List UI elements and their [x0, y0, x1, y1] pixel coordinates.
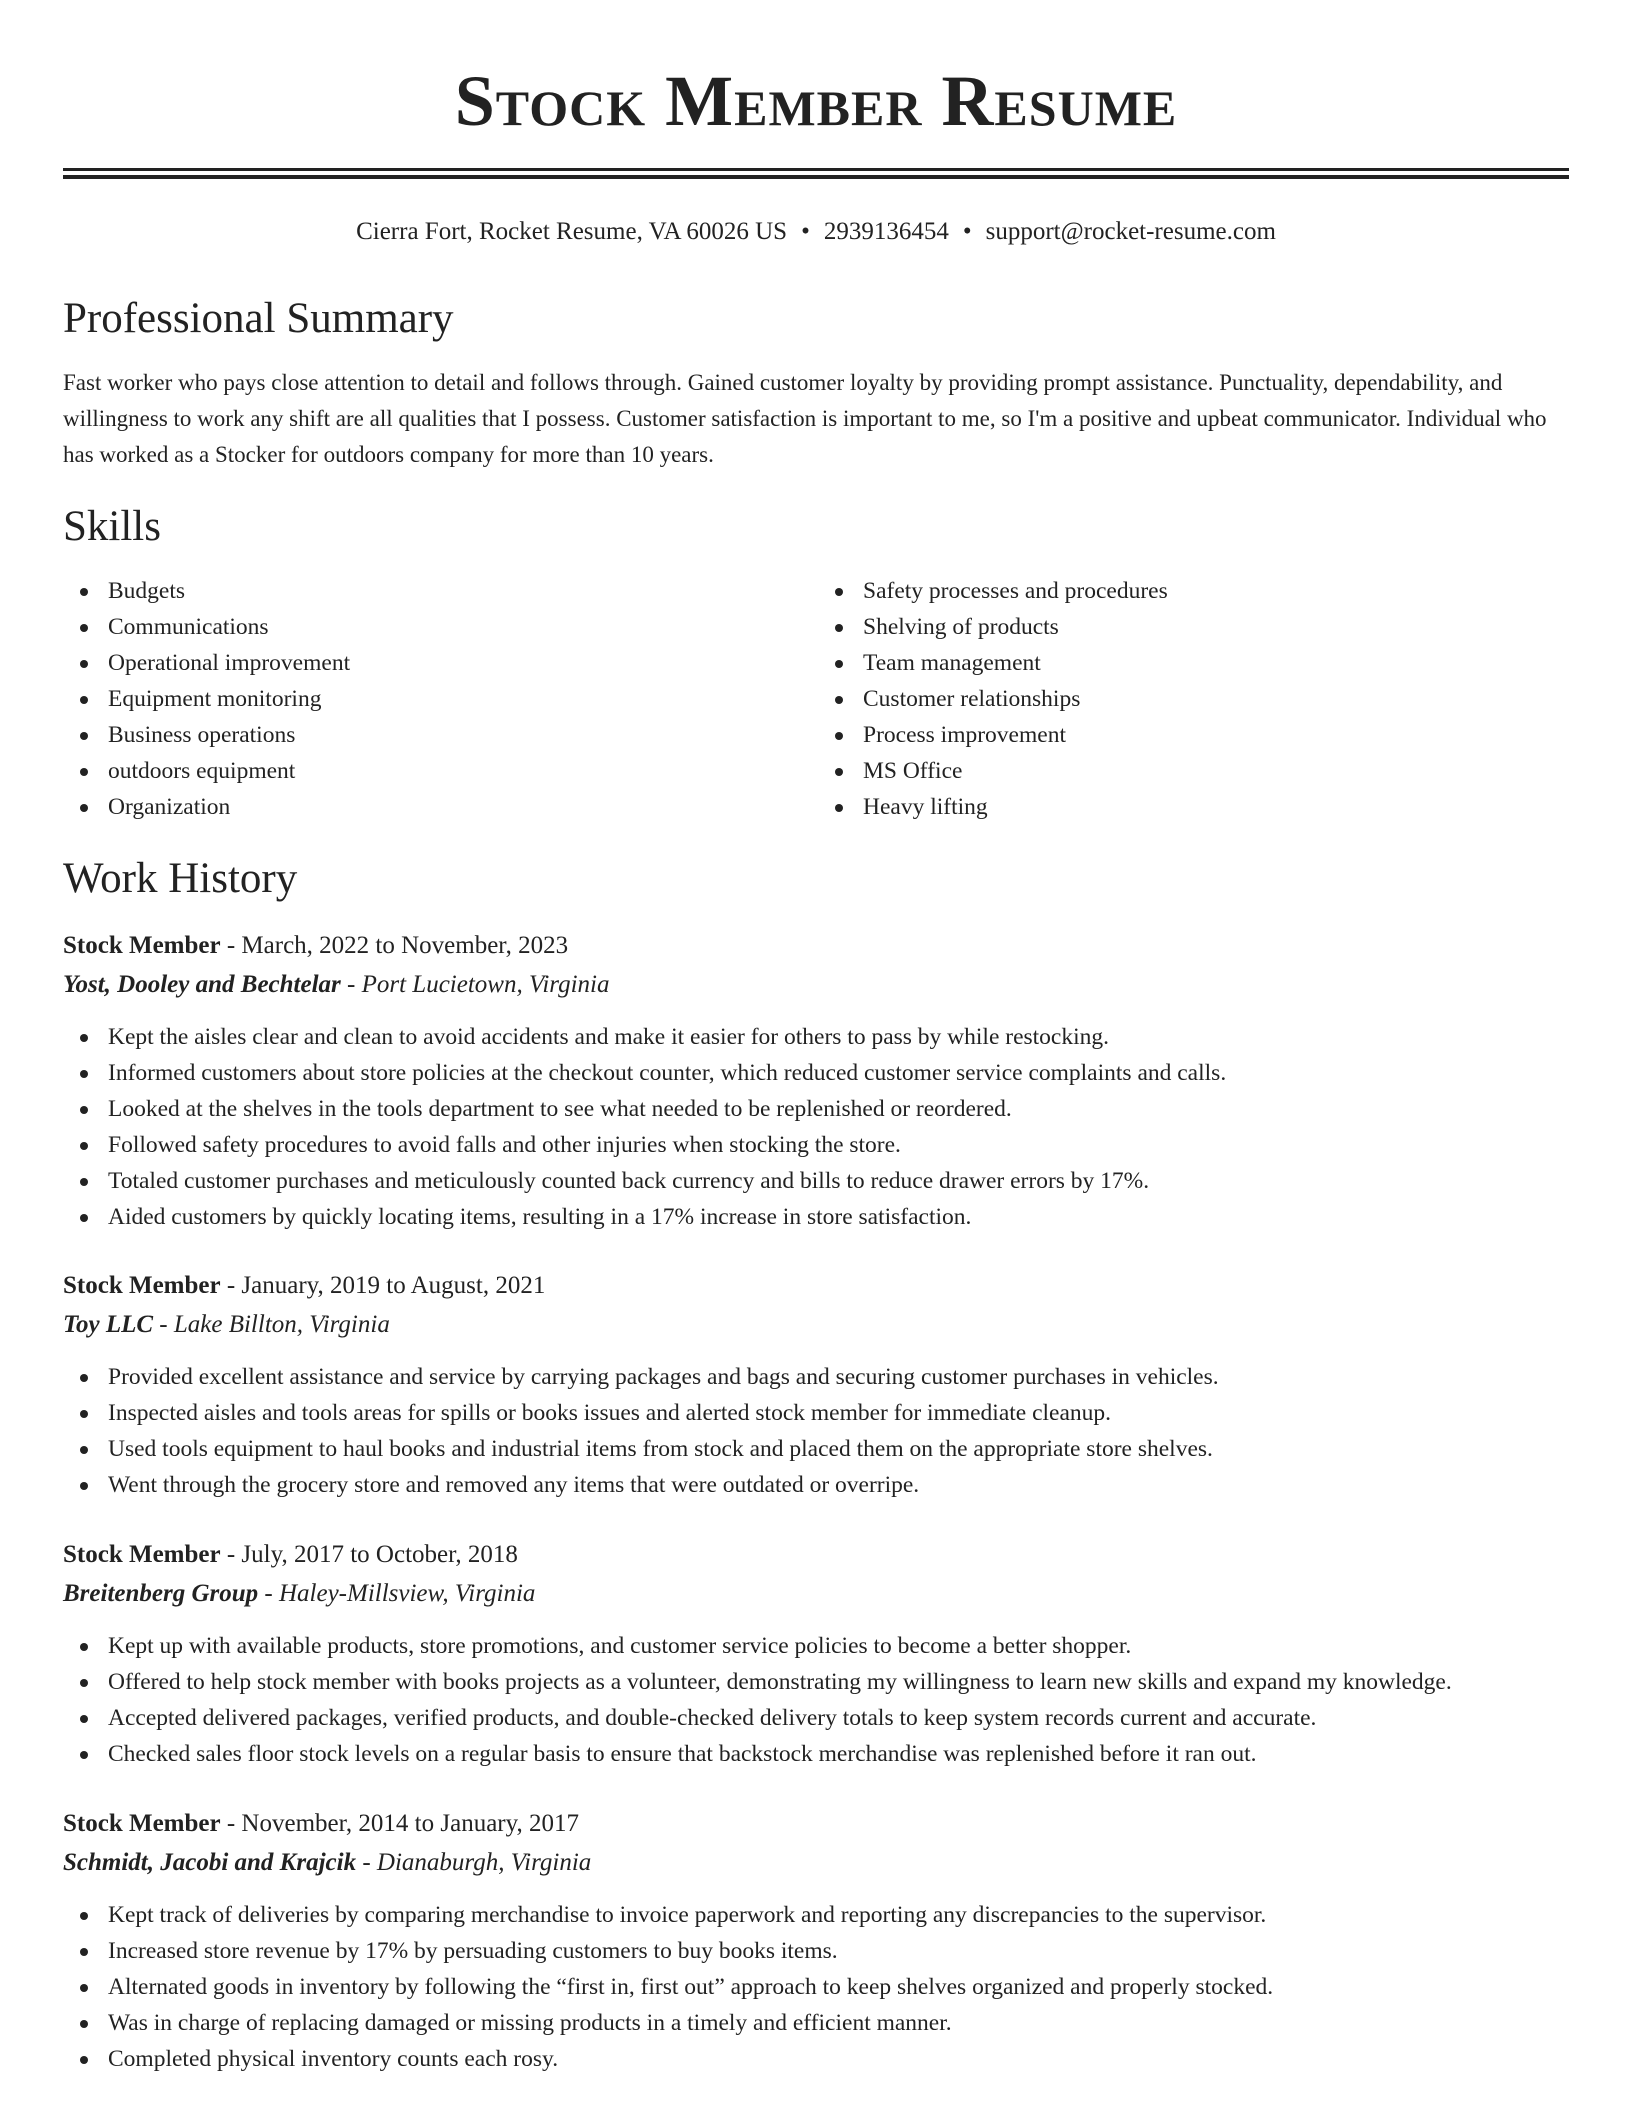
duty-item: Went through the grocery store and removed any items that were outdated or overripe. — [63, 1467, 1569, 1503]
work-history-heading: Work History — [63, 855, 298, 902]
duty-item: Inspected aisles and tools areas for spills or books issues and alerted stock member for immediate cleanup. — [63, 1395, 1569, 1431]
skill-item: Shelving of products — [818, 609, 1569, 645]
job-duties — [63, 1359, 1569, 1503]
resume-title: Stock Member Resume — [454, 61, 1178, 141]
duty-item: Alternated goods in inventory by following the “first in, first out” approach to keep shelves organized and properly stocked. — [63, 1969, 1569, 2005]
job-dates: - November, 2014 to January, 2017 — [220, 1810, 580, 1837]
duty-item: Offered to help stock member with books projects as a volunteer, demonstrating my willingness to learn new skills and expand my knowledge. — [63, 1664, 1569, 1700]
job-dates: - March, 2022 to November, 2023 — [220, 932, 569, 959]
job-dates: - July, 2017 to October, 2018 — [220, 1541, 518, 1568]
duty-item: Looked at the shelves in the tools department to see what needed to be replenished or reordered. — [63, 1091, 1569, 1127]
skill-item: MS Office — [818, 753, 1569, 789]
duty-item: Completed physical inventory counts each rosy. — [63, 2041, 1569, 2077]
skill-item: outdoors equipment — [63, 753, 816, 789]
job-company-line — [63, 1305, 1569, 1345]
job-location: - Port Lucietown, Virginia — [340, 971, 610, 998]
job-title-line — [63, 1805, 1569, 1843]
title-divider-bottom — [63, 175, 1569, 179]
job-title-line — [63, 1267, 1569, 1305]
job-company-line — [63, 965, 1569, 1005]
contact-phone: 2939136454 — [823, 218, 949, 245]
summary-heading: Professional Summary — [63, 295, 454, 342]
job-location: - Haley-Millsview, Virginia — [258, 1580, 536, 1607]
job-title-line — [63, 927, 1569, 965]
duty-item: Provided excellent assistance and service by carrying packages and bags and securing customer purchases in vehicles. — [63, 1359, 1569, 1395]
job-dates: - January, 2019 to August, 2021 — [220, 1272, 546, 1299]
duty-item: Increased store revenue by 17% by persuading customers to buy books items. — [63, 1933, 1569, 1969]
job-location: - Dianaburgh, Virginia — [356, 1849, 592, 1876]
duty-item: Totaled customer purchases and meticulously counted back currency and bills to reduce drawer errors by 17%. — [63, 1163, 1569, 1199]
job-duties — [63, 1897, 1569, 2077]
job-location: - Lake Billton, Virginia — [153, 1311, 390, 1338]
skill-item: Heavy lifting — [818, 789, 1569, 825]
job-company: Toy LLC — [63, 1311, 154, 1338]
duty-item: Followed safety procedures to avoid falls and other injuries when stocking the store. — [63, 1127, 1569, 1163]
job-title: Stock Member — [63, 1810, 221, 1837]
job-company: Breitenberg Group — [63, 1580, 259, 1607]
separator-dot: • — [801, 218, 810, 245]
job-title: Stock Member — [63, 1541, 221, 1568]
job-title: Stock Member — [63, 932, 221, 959]
summary-text: Fast worker who pays close attention to detail and follows through. Gained customer loyalty by providing prompt assistance. Punctuality, dependability, and willingness to work any shift are all qualities that I possess. Customer satisfaction is important to me, so I'm a positive and upbeat communicator. Individual who has worked as a Stocker for outdoors company for more than 10 years. — [63, 370, 1547, 467]
job-entry — [63, 1805, 1569, 2077]
skill-item: Organization — [63, 789, 816, 825]
skill-item: Communications — [63, 609, 816, 645]
job-duties — [63, 1628, 1569, 1772]
job-title-line — [63, 1536, 1569, 1574]
skills-column-left — [63, 573, 816, 825]
separator-dot: • — [962, 218, 972, 245]
job-company-line — [63, 1843, 1569, 1883]
contact-address: Cierra Fort, Rocket Resume, VA 60026 US — [356, 218, 788, 245]
job-entry — [63, 1267, 1569, 1503]
job-title: Stock Member — [63, 1272, 221, 1299]
title-divider-top — [63, 168, 1569, 171]
duty-item: Checked sales floor stock levels on a regular basis to ensure that backstock merchandise was replenished before it ran out. — [63, 1736, 1569, 1772]
duty-item: Kept track of deliveries by comparing merchandise to invoice paperwork and reporting any discrepancies to the supervisor. — [63, 1897, 1569, 1933]
duty-item: Aided customers by quickly locating items, resulting in a 17% increase in store satisfaction. — [63, 1199, 1569, 1235]
skills-heading: Skills — [63, 503, 161, 550]
skills-list — [63, 573, 1569, 825]
skill-item: Safety processes and procedures — [818, 573, 1569, 609]
skill-item: Operational improvement — [63, 645, 816, 681]
skill-item: Equipment monitoring — [63, 681, 816, 717]
duty-item: Accepted delivered packages, verified products, and double-checked delivery totals to keep system records current and accurate. — [63, 1700, 1569, 1736]
job-entry — [63, 1536, 1569, 1772]
job-duties — [63, 1019, 1569, 1235]
job-company-line — [63, 1574, 1569, 1614]
duty-item: Was in charge of replacing damaged or missing products in a timely and efficient manner. — [63, 2005, 1569, 2041]
job-company: Schmidt, Jacobi and Krajcik — [63, 1849, 357, 1876]
job-company: Yost, Dooley and Bechtelar — [63, 971, 341, 998]
skill-item: Customer relationships — [818, 681, 1569, 717]
duty-item: Kept up with available products, store promotions, and customer service policies to become a better shopper. — [63, 1628, 1569, 1664]
duty-item: Informed customers about store policies at the checkout counter, which reduced customer service complaints and calls. — [63, 1055, 1569, 1091]
duty-item: Used tools equipment to haul books and industrial items from stock and placed them on the appropriate store shelves. — [63, 1431, 1569, 1467]
skill-item: Process improvement — [818, 717, 1569, 753]
job-entry — [63, 927, 1569, 1235]
contact-line — [0, 214, 1632, 250]
contact-email: support@rocket-resume.com — [985, 218, 1276, 245]
skills-column-right — [816, 573, 1569, 825]
duty-item: Kept the aisles clear and clean to avoid accidents and make it easier for others to pass by while restocking. — [63, 1019, 1569, 1055]
skill-item: Budgets — [63, 573, 816, 609]
skill-item: Team management — [818, 645, 1569, 681]
skill-item: Business operations — [63, 717, 816, 753]
